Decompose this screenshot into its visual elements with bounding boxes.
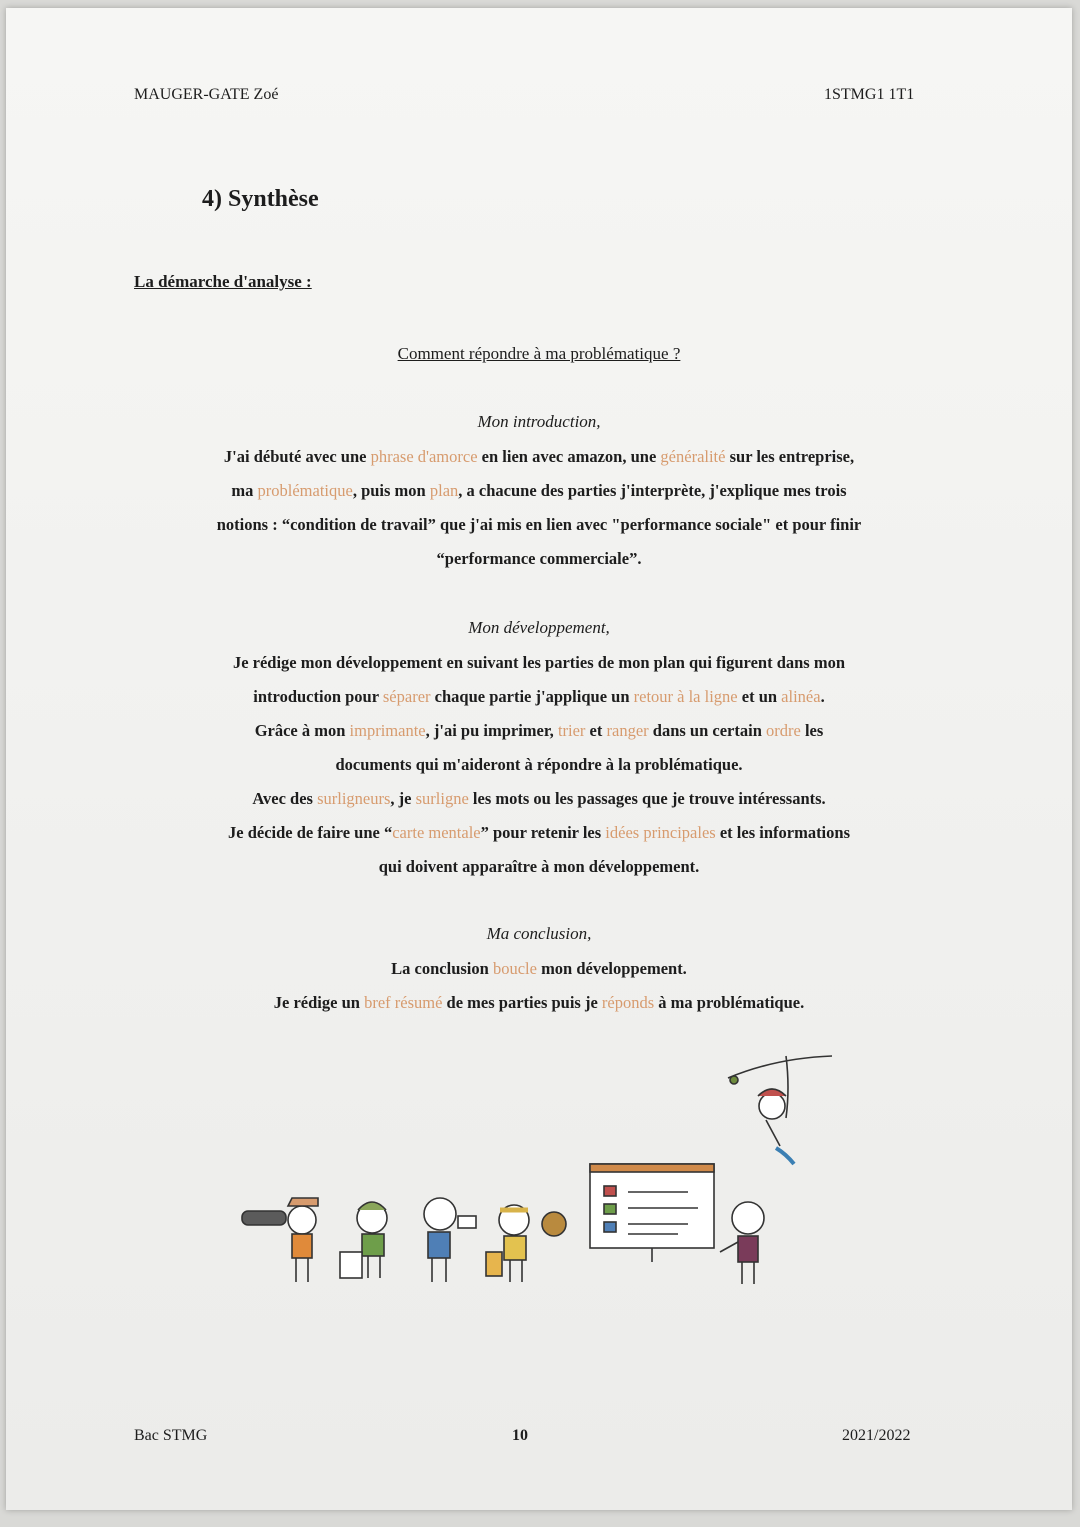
illustrations — [6, 8, 1072, 1510]
intro-title: Mon introduction, — [477, 412, 601, 431]
conclusion-title: Ma conclusion, — [486, 924, 592, 943]
presenter-figure-illustration — [720, 1202, 764, 1284]
globe-figure-illustration — [486, 1205, 566, 1282]
conclusion-line-1: La conclusion boucle mon développement. — [391, 959, 687, 978]
ticket-figure-illustration — [424, 1198, 476, 1282]
dev-title: Mon développement, — [468, 618, 610, 637]
section-title: 4) Synthèse — [202, 186, 319, 212]
dev-line-1: Je rédige mon développement en suivant les parties de mon plan qui figurent dans mon — [232, 653, 846, 672]
dev-line-6: Je décide de faire une “carte mentale” pour retenir les idées principales et les informations — [228, 823, 850, 842]
traveler-figure-illustration — [340, 1202, 387, 1278]
dev-line-3: Grâce à mon imprimante, j'ai pu imprimer, trier et ranger dans un certain ordre les — [254, 721, 824, 740]
intro-line-2: ma problématique, puis mon plan, a chacune des parties j'interprète, j'explique mes trois — [231, 481, 847, 500]
intro-line-3: notions : “condition de travail” que j'ai mis en lien avec "performance sociale" et pour finir — [216, 515, 862, 534]
presentation-board-illustration — [590, 1164, 714, 1262]
dev-line-7: qui doivent apparaître à mon développement. — [378, 857, 700, 876]
swinging-figure-illustration — [728, 1056, 832, 1164]
conclusion-line-2: Je rédige un bref résumé de mes parties puis je réponds à ma problématique. — [273, 993, 805, 1012]
question-heading: Comment répondre à ma problématique ? — [397, 344, 681, 363]
class-label: 1STMG1 1T1 — [824, 86, 915, 103]
dev-line-5: Avec des surligneurs, je surligne les mots ou les passages que je trouve intéressants. — [252, 789, 826, 808]
intro-line-1: J'ai débuté avec une phrase d'amorce en lien avec amazon, une généralité sur les entreprise, — [223, 447, 855, 466]
dev-line-4: documents qui m'aideront à répondre à la problématique. — [335, 755, 743, 774]
page-number: 10 — [512, 1427, 528, 1444]
subheading: La démarche d'analyse : — [134, 272, 312, 291]
explorer-figure-illustration — [242, 1198, 318, 1282]
intro-line-4: “performance commerciale”. — [436, 549, 642, 568]
footer-course: Bac STMG — [134, 1427, 208, 1444]
school-year: 2021/2022 — [842, 1427, 911, 1444]
dev-line-2: introduction pour séparer chaque partie j'applique un retour à la ligne et un alinéa. — [253, 687, 825, 706]
document-page — [6, 8, 1072, 1510]
author-name: MAUGER-GATE Zoé — [134, 86, 279, 103]
